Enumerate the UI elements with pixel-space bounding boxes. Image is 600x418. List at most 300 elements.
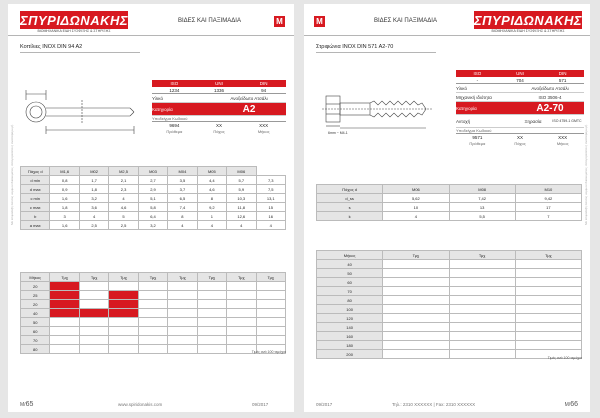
table-row [21, 318, 286, 327]
table-cell: k [317, 212, 383, 221]
column-header: Μήκος [317, 251, 383, 260]
company-logo: ΣΠΥΡΙΔΩΝΑΚΗΣ [19, 12, 129, 28]
table-cell: 0,9 [50, 185, 79, 194]
table-cell: 16 [256, 212, 286, 221]
column-header: M2,5 [109, 167, 138, 176]
table-cell: 6,5 [168, 194, 197, 203]
column-header: M06 [227, 167, 256, 176]
table-cell: 5 [109, 212, 138, 221]
table-row [21, 309, 286, 318]
price-cell [515, 332, 581, 341]
price-cell [227, 327, 256, 336]
length-cell: 40 [21, 309, 50, 318]
column-header: M06 [383, 185, 449, 194]
table-cell: 5,1 [138, 194, 167, 203]
table-cell: 1,8 [79, 185, 108, 194]
code-length: XXX [259, 122, 269, 128]
table-header-row [21, 167, 286, 176]
table-row [21, 212, 286, 221]
std-uni-label: UNI [516, 71, 524, 76]
column-header: Τμχ [168, 273, 197, 282]
tolerance-standard: ISO 4759-1 GMTC [552, 119, 582, 123]
table-cell: 10,3 [227, 194, 256, 203]
prop-strength: Αντοχή Ξηρασία ISO 4759-1 GMTC [456, 115, 584, 128]
price-cell [109, 318, 138, 327]
table-cell: b [21, 212, 50, 221]
column-header: Τμχ [383, 251, 449, 260]
price-cell [515, 296, 581, 305]
column-header: Τμχ [256, 273, 286, 282]
price-cell [515, 305, 581, 314]
table-row [21, 194, 286, 203]
price-note: Τιμές ανά 100 τεμάχια [547, 356, 582, 360]
code-thickness: XX [216, 122, 223, 128]
column-header: M08 [449, 185, 515, 194]
table-cell: 8 [197, 194, 226, 203]
product-drawing [322, 86, 442, 136]
std-din-label: DIN [259, 81, 268, 86]
table-cell: 7 [515, 212, 581, 221]
table-cell: 4 [79, 212, 108, 221]
price-cell [515, 323, 581, 332]
length-cell: 25 [21, 291, 50, 300]
table-row [317, 323, 582, 332]
length-cell: 20 [21, 300, 50, 309]
table-row [317, 305, 582, 314]
price-cell [449, 341, 515, 350]
column-header: Τμχ [515, 251, 581, 260]
table-row [317, 296, 582, 305]
price-cell [227, 336, 256, 345]
table-row [317, 212, 582, 221]
prop-key: Κατηγορία [152, 106, 173, 112]
table-cell: 2,1 [109, 176, 138, 185]
company-tagline: ΒΙΟΜΗΧΑΝΙΚΑ ΕΙΔΗ ΣΥΣΦΙΞΗΣ & ΣΤΗΡΙΞΗΣ [37, 29, 111, 33]
table-cell: 13,1 [256, 194, 286, 203]
table-cell: 2,9 [138, 185, 167, 194]
price-cell [256, 300, 286, 309]
price-cell [109, 291, 138, 300]
length-cell: 80 [21, 345, 50, 354]
std-din-value: 94 [261, 87, 267, 93]
subcode-label: Υποδείγμα Κωδικού [152, 116, 188, 121]
prop-mechanical: Μηχανική ιδιότητα ISO 3506-4 [456, 93, 584, 102]
price-cell [50, 291, 79, 300]
title-underline [316, 52, 436, 53]
std-iso-label: ISO [170, 81, 179, 86]
table-cell: 1,8 [50, 203, 79, 212]
standards-values [456, 77, 584, 84]
column-header: Τμχ [79, 273, 108, 282]
price-cell [227, 309, 256, 318]
right-page [304, 4, 590, 412]
price-cell [138, 318, 167, 327]
table-cell: 5,8 [138, 203, 167, 212]
price-cell [449, 260, 515, 269]
code-labels: Πρόθεμα Πάχος Μήκος [166, 128, 270, 134]
prop-value: Ανοξείδωτο Ατσάλι [230, 95, 268, 101]
table-cell: 2,5 [79, 221, 108, 230]
table-cell: c min [21, 194, 50, 203]
length-cell: 60 [21, 327, 50, 336]
length-cell: 140 [317, 323, 383, 332]
price-cell [50, 345, 79, 354]
table-row [21, 282, 286, 291]
table-cell: 4,6 [109, 203, 138, 212]
table-cell: 4,4 [197, 176, 226, 185]
table-cell: d_ss [317, 194, 383, 203]
table-cell: 2,3 [109, 185, 138, 194]
column-header: M1,6 [50, 167, 79, 176]
table-row [317, 287, 582, 296]
table-cell: 9,2 [197, 203, 226, 212]
subcode-label: Υποδείγμα Κωδικού [456, 128, 492, 133]
spec-block [152, 80, 286, 134]
length-cell: 40 [317, 260, 383, 269]
price-cell [383, 287, 449, 296]
table-row [317, 203, 582, 212]
left-page [8, 4, 294, 412]
price-cell [449, 350, 515, 359]
price-cell [256, 327, 286, 336]
price-cell [449, 332, 515, 341]
price-cell [168, 318, 197, 327]
length-price-table [20, 272, 286, 354]
price-cell [79, 300, 108, 309]
side-legal-text: Με επιφύλαξη παντός νομίμου δικαιώματος. Απαγορεύεται η αναπαραγωγή. [584, 124, 588, 225]
table-cell: 1,6 [50, 194, 79, 203]
column-header: Τμχ [449, 251, 515, 260]
table-row [21, 336, 286, 345]
column-header: Πάχος d [21, 167, 50, 176]
prop-material: Υλικό Ανοξείδωτο Ατσάλι [456, 84, 584, 93]
price-cell [515, 278, 581, 287]
price-cell [449, 305, 515, 314]
code-length: XXX [558, 134, 568, 140]
price-cell [383, 350, 449, 359]
std-iso-value: - [476, 77, 479, 83]
price-cell [79, 336, 108, 345]
footer-contact: Τηλ.: 2310 XXXXXX | Fax: 2310 XXXXXX [392, 402, 476, 407]
table-cell: 3,2 [138, 221, 167, 230]
price-cell [449, 314, 515, 323]
table-cell: 7,42 [449, 194, 515, 203]
price-cell [197, 345, 226, 354]
code-labels: Πρόθεμα Πάχος Μήκος [469, 140, 569, 146]
page-number: M/66 [564, 401, 578, 408]
standards-header [152, 80, 286, 87]
std-uni-value: 704 [516, 77, 524, 83]
price-cell [79, 291, 108, 300]
product-drawing [22, 82, 142, 140]
table-cell: 13 [449, 203, 515, 212]
column-header: M10 [515, 185, 581, 194]
price-cell [197, 291, 226, 300]
price-cell [50, 300, 79, 309]
table-cell: 4 [227, 221, 256, 230]
table-cell: 4 [383, 212, 449, 221]
price-cell [227, 318, 256, 327]
price-cell [227, 282, 256, 291]
table-cell: 5,62 [383, 194, 449, 203]
table-cell: 4 [109, 194, 138, 203]
std-iso-value: 1234 [169, 87, 180, 93]
table-row [21, 345, 286, 354]
price-cell [197, 309, 226, 318]
price-cell [383, 341, 449, 350]
price-cell [109, 327, 138, 336]
table-cell: s [317, 203, 383, 212]
price-cell [515, 260, 581, 269]
price-cell [515, 314, 581, 323]
prop-category [152, 103, 286, 116]
dimension-table [316, 184, 582, 221]
std-iso-label: ISO [473, 71, 482, 76]
table-cell: 11,8 [227, 203, 256, 212]
price-cell [383, 278, 449, 287]
price-cell [197, 327, 226, 336]
table-cell: 4,6 [197, 185, 226, 194]
price-cell [50, 282, 79, 291]
price-cell [383, 260, 449, 269]
title-underline [20, 52, 140, 53]
table-cell: 2,7 [138, 176, 167, 185]
length-price-table [316, 250, 582, 359]
table-header-row [317, 251, 582, 260]
column-header: Τμχ [50, 273, 79, 282]
price-cell [168, 327, 197, 336]
footer-url[interactable]: www.spiridonakis.com [118, 402, 163, 407]
drawing-label: 6mm ~ M4-1 [328, 131, 348, 135]
table-row [317, 341, 582, 350]
code-prefix: 9571 [472, 134, 483, 140]
price-cell [138, 291, 167, 300]
price-cell [227, 300, 256, 309]
price-cell [449, 296, 515, 305]
table-cell: 7,4 [168, 203, 197, 212]
table-header-row [317, 185, 582, 194]
std-din-value: 571 [558, 77, 567, 83]
table-cell: 2,5 [109, 221, 138, 230]
table-cell: 4 [197, 221, 226, 230]
price-cell [138, 309, 167, 318]
company-tagline: ΒΙΟΜΗΧΑΝΙΚΑ ΕΙΔΗ ΣΥΣΦΙΞΗΣ & ΣΤΗΡΙΞΗΣ [491, 29, 565, 33]
price-cell [79, 327, 108, 336]
table-cell: 3,5 [168, 176, 197, 185]
table-header-row [21, 273, 286, 282]
price-cell [449, 278, 515, 287]
table-cell: 12,6 [227, 212, 256, 221]
table-cell: 3,7 [168, 185, 197, 194]
length-cell: 70 [21, 336, 50, 345]
category-value: A2 [242, 103, 256, 115]
length-cell: 100 [317, 305, 383, 314]
table-row [21, 185, 286, 194]
column-header: Τμχ [109, 273, 138, 282]
standards-header [456, 70, 584, 77]
price-cell [109, 282, 138, 291]
code-thickness: XX [517, 134, 524, 140]
price-cell [168, 309, 197, 318]
price-cell [138, 282, 167, 291]
length-cell: 120 [317, 314, 383, 323]
price-cell [109, 309, 138, 318]
column-header: Μήκος [21, 273, 50, 282]
price-cell [197, 336, 226, 345]
prop-key: Υλικό [152, 95, 163, 101]
code-values [152, 121, 286, 128]
table-row [317, 260, 582, 269]
table-cell: 10 [383, 203, 449, 212]
price-cell [168, 300, 197, 309]
price-cell [197, 318, 226, 327]
column-header: Τμχ [197, 273, 226, 282]
length-cell: 80 [317, 296, 383, 305]
prop-material [152, 94, 286, 103]
price-cell [515, 287, 581, 296]
price-cell [515, 341, 581, 350]
table-row [317, 350, 582, 359]
price-cell [50, 309, 79, 318]
table-row [21, 221, 286, 230]
price-cell [109, 336, 138, 345]
price-cell [256, 309, 286, 318]
price-cell [256, 336, 286, 345]
price-cell [138, 327, 167, 336]
category-value: A2-70 [536, 102, 564, 114]
length-cell: 180 [317, 341, 383, 350]
section-title: ΒΙΔΕΣ ΚΑΙ ΠΑΞΙΜΑΔΙΑ [374, 18, 437, 24]
table-cell: 3 [50, 212, 79, 221]
table-cell: 1 [197, 212, 226, 221]
table-cell: 5,7 [227, 176, 256, 185]
table-cell: 7,5 [256, 185, 286, 194]
price-note: Τιμές ανά 100 τεμάχια [251, 350, 286, 354]
price-cell [50, 327, 79, 336]
page-number: M/65 [20, 401, 34, 408]
table-cell: 15 [256, 203, 286, 212]
price-cell [197, 300, 226, 309]
table-row [317, 269, 582, 278]
price-cell [79, 345, 108, 354]
price-cell [168, 291, 197, 300]
price-cell [138, 300, 167, 309]
table-row [21, 327, 286, 336]
column-header: M03 [138, 167, 167, 176]
section-title: ΒΙΔΕΣ ΚΑΙ ΠΑΞΙΜΑΔΙΑ [178, 18, 241, 24]
table-row [21, 300, 286, 309]
price-cell [109, 300, 138, 309]
length-cell: 70 [317, 287, 383, 296]
table-cell: d max [21, 185, 50, 194]
price-cell [256, 282, 286, 291]
table-row [317, 194, 582, 203]
price-cell [50, 318, 79, 327]
std-uni-label: UNI [215, 81, 223, 86]
section-badge: M [314, 16, 325, 27]
column-header: Τμχ [138, 273, 167, 282]
table-row [21, 176, 286, 185]
price-cell [197, 282, 226, 291]
price-cell [383, 332, 449, 341]
table-row [21, 203, 286, 212]
price-cell [515, 269, 581, 278]
table-row [317, 278, 582, 287]
column-header: M02 [79, 167, 108, 176]
table-row [21, 291, 286, 300]
table-cell: 6,4 [138, 212, 167, 221]
footer-date: 09/2017 [316, 402, 333, 407]
price-cell [256, 291, 286, 300]
code-values [456, 133, 584, 140]
length-cell: 160 [317, 332, 383, 341]
price-cell [138, 336, 167, 345]
left-header [8, 4, 294, 38]
std-din-label: DIN [558, 71, 567, 76]
table-cell: a max [21, 221, 50, 230]
price-cell [383, 269, 449, 278]
std-uni-value: 1336 [214, 87, 225, 93]
table-cell: 1,6 [50, 221, 79, 230]
product-title: Στριφώνια INOX DIN 571 A2-70 [316, 44, 394, 50]
column-header: M05 [197, 167, 226, 176]
price-cell [79, 282, 108, 291]
table-cell: 9,42 [515, 194, 581, 203]
table-row [317, 332, 582, 341]
length-cell: 50 [317, 269, 383, 278]
price-cell [227, 291, 256, 300]
table-cell: 0,8 [50, 176, 79, 185]
dimension-table [20, 166, 286, 230]
price-cell [449, 269, 515, 278]
column-header: Πάχος d [317, 185, 383, 194]
length-cell: 50 [21, 318, 50, 327]
table-row [317, 314, 582, 323]
table-cell: 5,5 [449, 212, 515, 221]
table-cell: 3,2 [79, 194, 108, 203]
table-cell: 4 [168, 221, 197, 230]
length-cell: 20 [21, 282, 50, 291]
side-legal-text: Με επιφύλαξη παντός νομίμου δικαιώματος. Απαγορεύεται η αναπαραγωγή. [10, 124, 14, 225]
table-cell: d min [21, 176, 50, 185]
table-cell: 4 [256, 221, 286, 230]
column-header: Τμχ [227, 273, 256, 282]
price-cell [138, 345, 167, 354]
price-cell [383, 314, 449, 323]
standards-values [152, 87, 286, 94]
price-cell [109, 345, 138, 354]
section-badge: M [274, 16, 285, 27]
table-cell: 8 [168, 212, 197, 221]
price-cell [383, 323, 449, 332]
price-cell [79, 318, 108, 327]
table-cell: 3,6 [79, 203, 108, 212]
length-cell: 60 [317, 278, 383, 287]
column-header: M04 [168, 167, 197, 176]
table-cell: 5,9 [227, 185, 256, 194]
price-cell [383, 305, 449, 314]
table-cell: 17 [515, 203, 581, 212]
price-cell [168, 345, 197, 354]
price-cell [449, 287, 515, 296]
price-cell [168, 282, 197, 291]
footer-date: 09/2017 [252, 402, 269, 407]
price-cell [79, 309, 108, 318]
table-cell: 7,3 [256, 176, 286, 185]
price-cell [168, 336, 197, 345]
table-cell: 1,7 [79, 176, 108, 185]
company-logo: ΣΠΥΡΙΔΩΝΑΚΗΣ [473, 12, 583, 28]
